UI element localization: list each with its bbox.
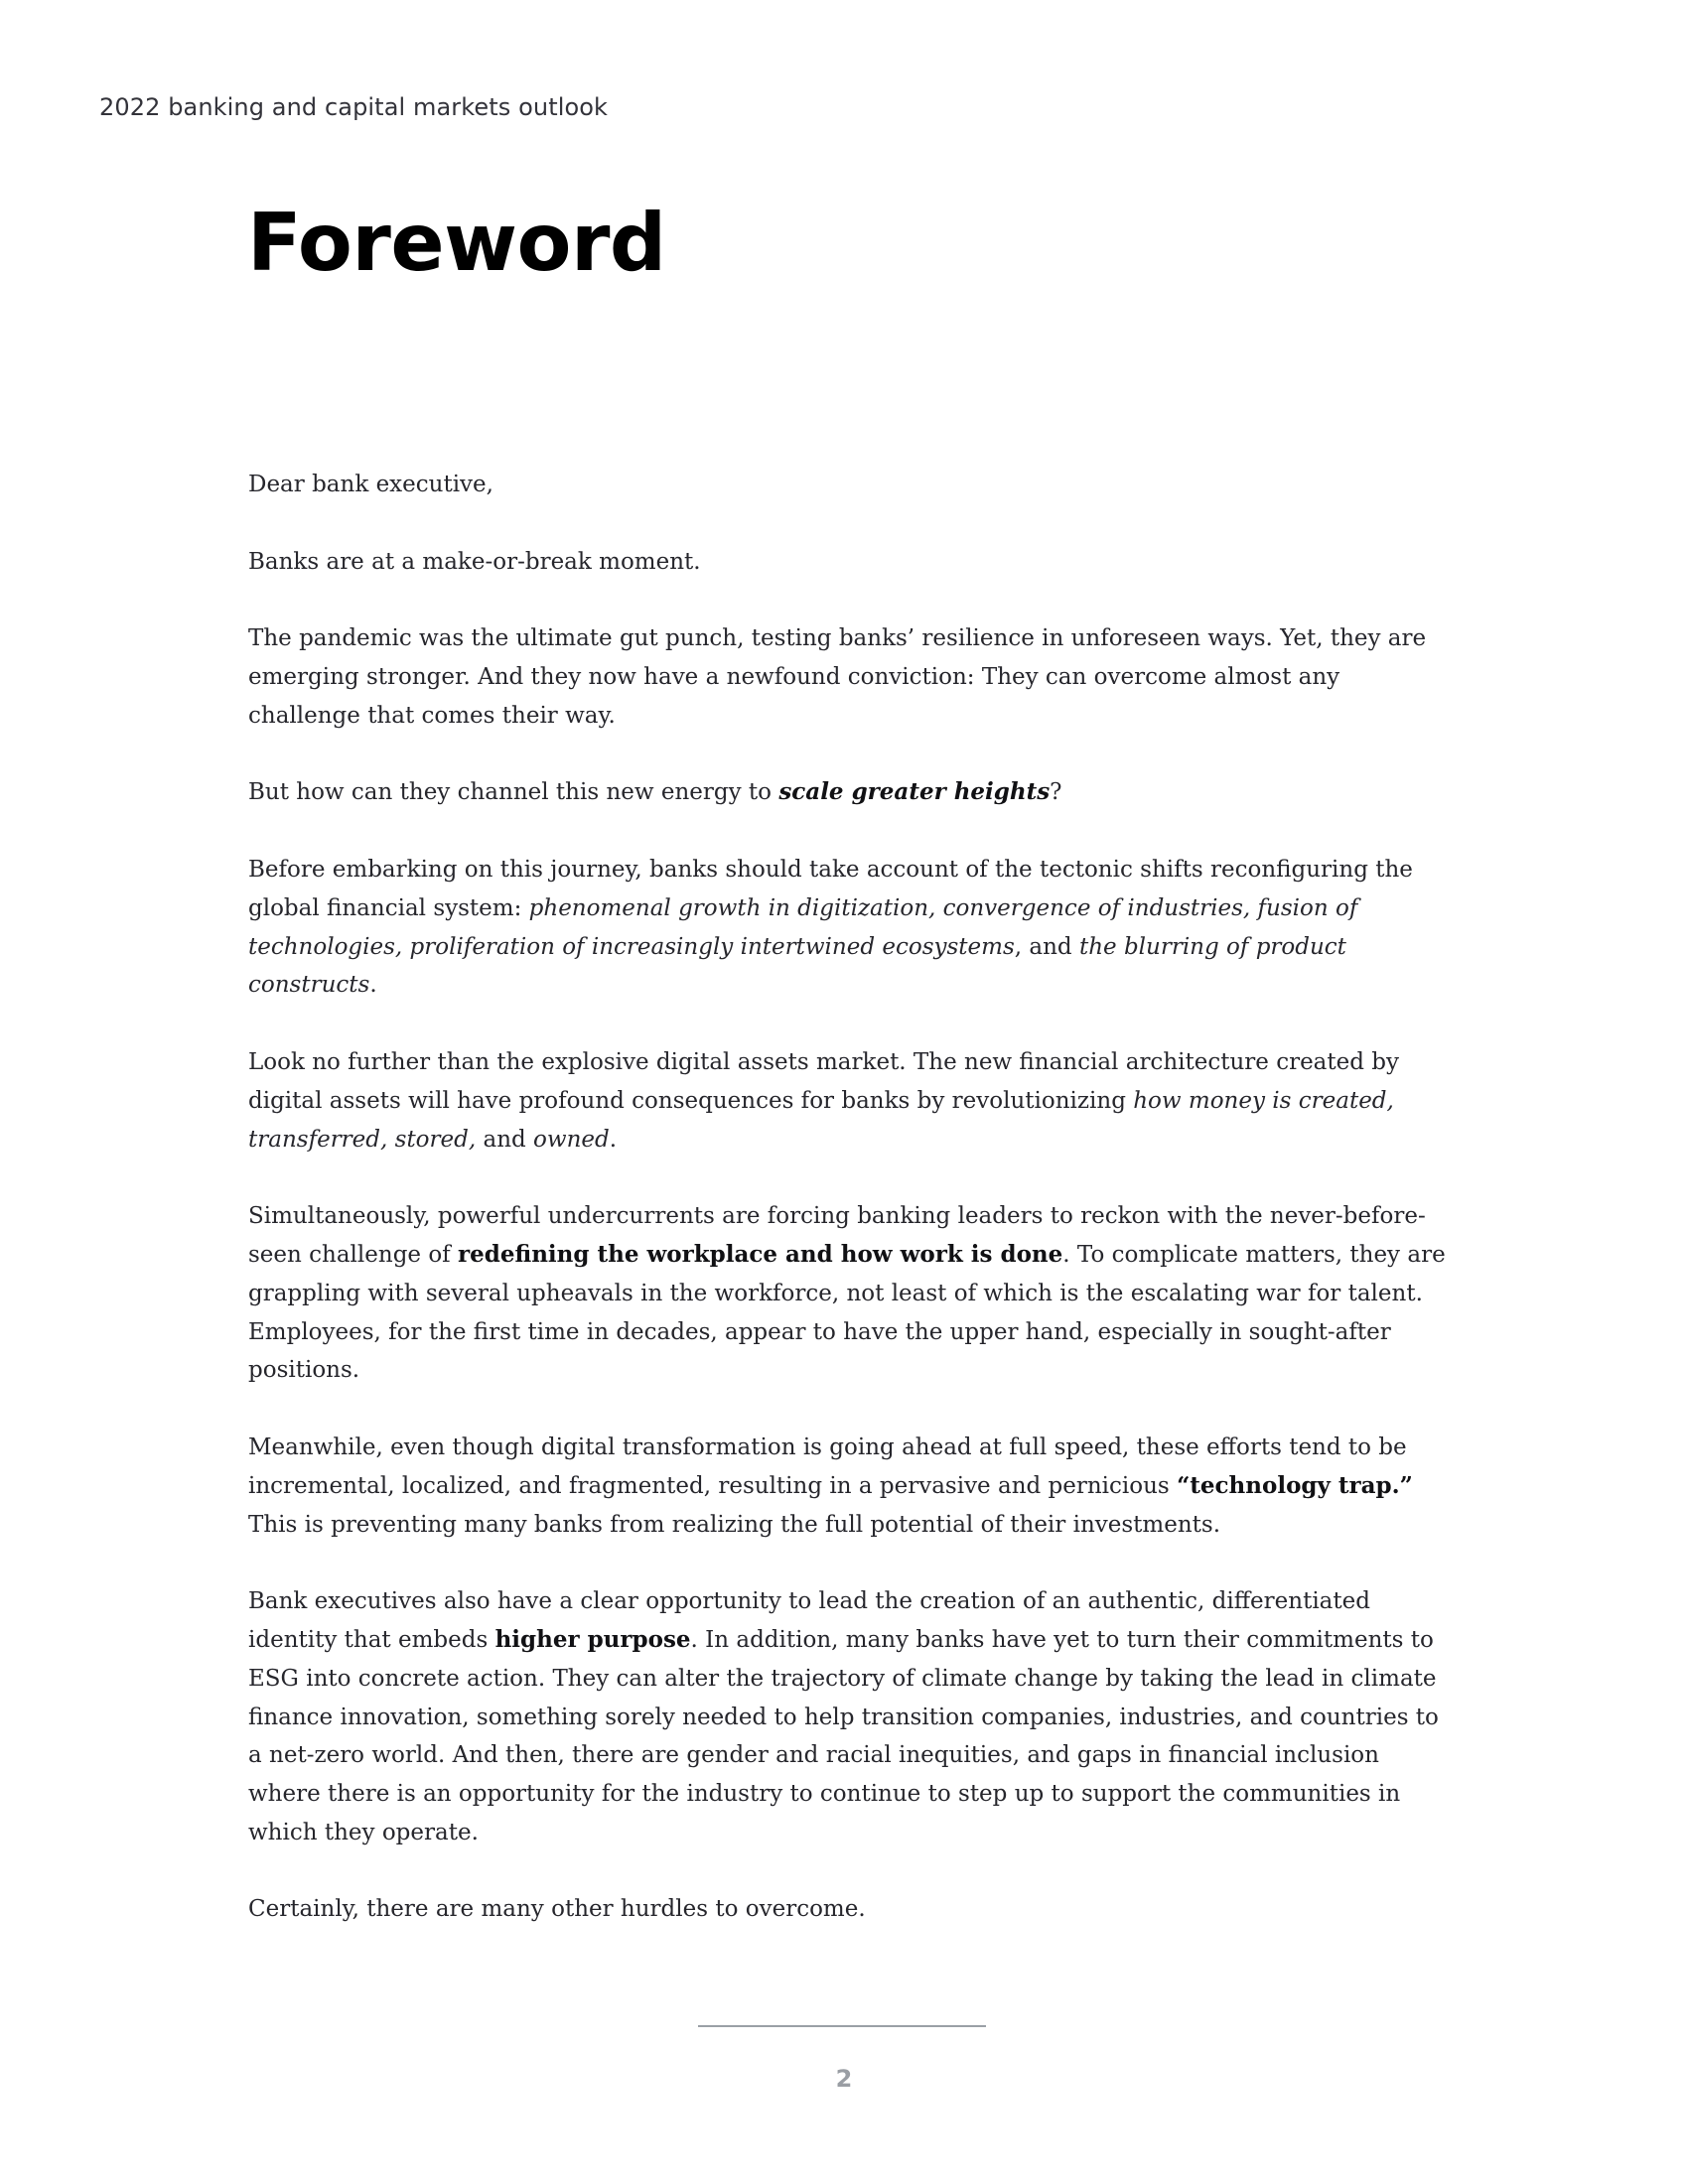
paragraph-3-end: ? (1050, 779, 1062, 806)
emphasis-owned: owned (533, 1126, 610, 1153)
paragraph-3 (248, 773, 1450, 812)
paragraph-6-end: . To complicate matters, they are grappling with several upheavals in the workforce, not least of which is the escalating war for talent. Employees, for the first time in decades, appear to have the upper hand, especially in sought-after positions. (248, 1241, 1446, 1384)
paragraph-4-text: Before embarking on this journey, banks should take account of the tectonic shifts reconfiguring the global financial system: (248, 856, 1413, 921)
emphasis-shifts-list: phenomenal growth in digitization, convergence of industries, fusion of technologies, proliferation of increasingly intertwined ecosystems (248, 894, 1358, 960)
paragraph-7 (248, 1429, 1450, 1544)
paragraph-3-emphasis (778, 778, 1050, 805)
paragraph-5-text: Look no further than the explosive digital assets market. The new financial architecture created by digital assets will have profound consequences for banks by revolutionizing (248, 1048, 1399, 1114)
paragraph-4-end: . (369, 972, 377, 999)
paragraph-8-text: Bank executives also have a clear opportunity to lead the creation of an authentic, differentiated identity that embeds (248, 1588, 1370, 1653)
paragraph-7-text: Meanwhile, even though digital transformation is going ahead at full speed, these efforts tend to be incremental, localized, and fragmented, resulting in a pervasive and pernicious (248, 1433, 1407, 1499)
paragraph-8 (248, 1582, 1450, 1852)
paragraph-2: The pandemic was the ultimate gut punch, testing banks’ resilience in unforeseen ways. Yet, they are emerging stronger. And they now have a newfound conviction: They can overcome almost any challenge that comes their way. (248, 625, 1427, 729)
paragraph-6-text: Simultaneously, powerful undercurrents are forcing banking leaders to reckon with the never-before-seen challenge of (248, 1203, 1426, 1268)
letter-body (248, 466, 1450, 1968)
paragraph-1: Banks are at a make-or-break moment. (248, 548, 701, 575)
footer-divider (698, 2025, 986, 2027)
page-title: Foreword (247, 197, 666, 289)
paragraph-6 (248, 1197, 1450, 1390)
page-number: 2 (835, 2065, 853, 2093)
paragraph-3-text: But how can they channel this new energy to (248, 779, 779, 806)
paragraph-5-connector: and (476, 1126, 534, 1153)
paragraph-7-end: This is preventing many banks from realizing the full potential of their investments. (248, 1511, 1221, 1538)
strong-technology-trap: “technology trap.” (1177, 1471, 1413, 1499)
paragraph-8-end: . In addition, many banks have yet to turn their commitments to ESG into concrete action. They can alter the trajectory of climate change by taking the lead in climate finance innovation, something sorely needed to help transition companies, industries, and countries to a net-zero world. And then, there are gender and racial inequities, and gaps in financial inclusion where there is an opportunity for the industry to continue to step up to support the communities in which they operate. (248, 1626, 1439, 1845)
strong-redefining-workplace: redefining the workplace and how work is done (458, 1240, 1063, 1268)
paragraph-4-connector: , and (1014, 933, 1079, 960)
paragraph-9: Certainly, there are many other hurdles to overcome. (248, 1896, 866, 1923)
paragraph-5-end: . (609, 1126, 618, 1153)
emphasis-scale-greater-heights: scale greater heights (778, 778, 1051, 806)
salutation: Dear bank executive, (248, 472, 493, 497)
emphasis-product-constructs: the blurring of product constructs (248, 933, 1346, 999)
running-header: 2022 banking and capital markets outlook (99, 93, 609, 121)
strong-higher-purpose: higher purpose (494, 1625, 691, 1653)
paragraph-4 (248, 851, 1450, 1005)
emphasis-money-created: how money is created, transferred, stored, (248, 1087, 1394, 1153)
paragraph-5 (248, 1043, 1450, 1159)
